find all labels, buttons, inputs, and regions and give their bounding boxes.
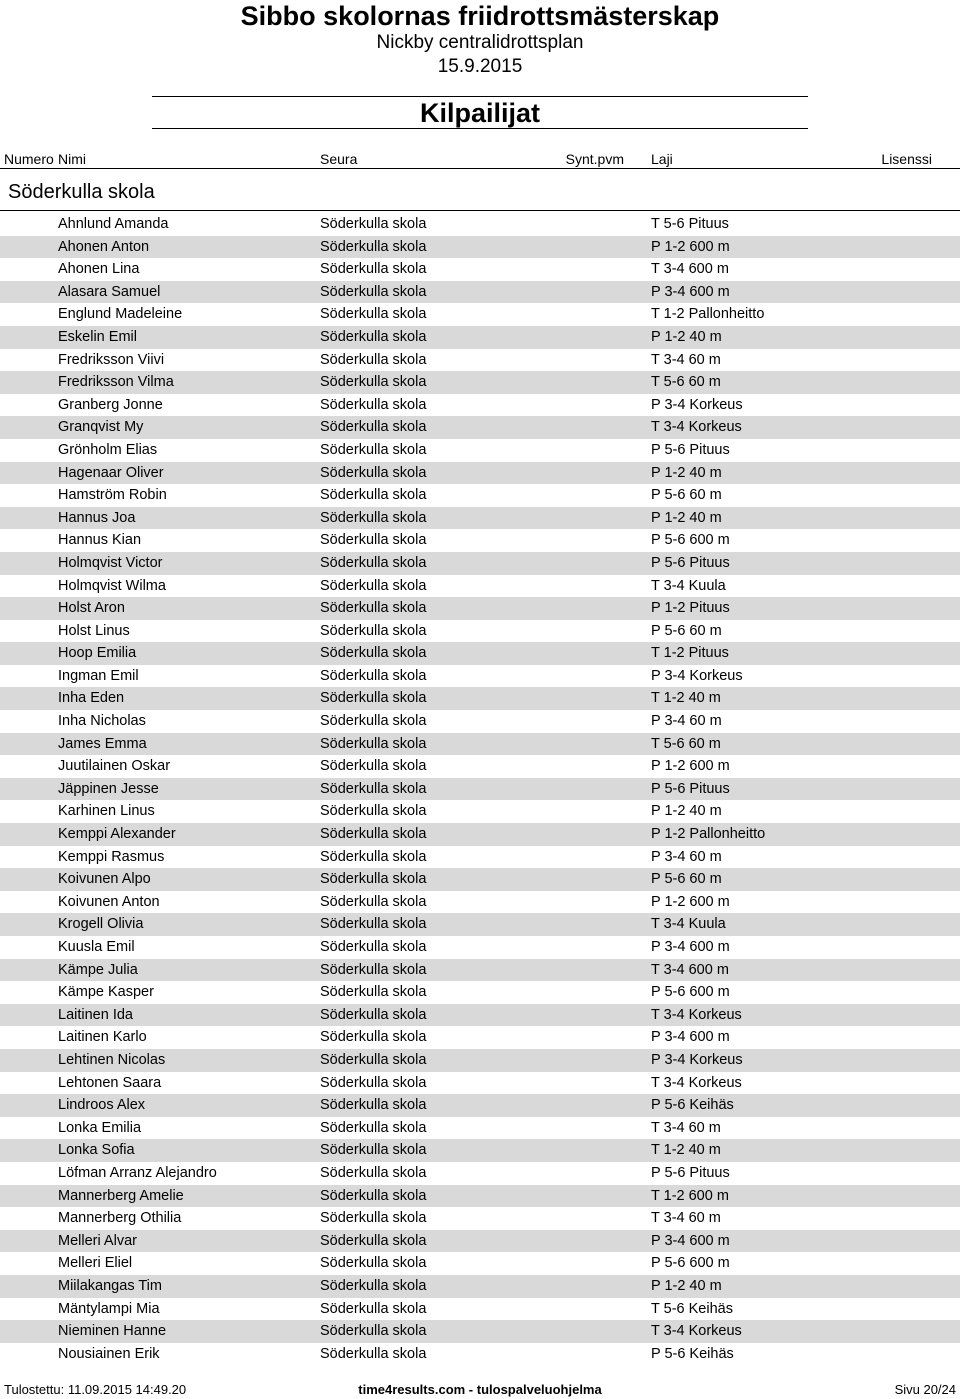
table-row xyxy=(0,868,960,891)
competitor-name: Fredriksson Viivi xyxy=(58,351,165,368)
table-row xyxy=(0,303,960,326)
competitor-event: P 3-4 60 m xyxy=(651,713,722,730)
competitor-name: Nousiainen Erik xyxy=(58,1345,160,1362)
table-row xyxy=(0,1026,960,1049)
competitor-event: P 5-6 600 m xyxy=(651,1255,730,1272)
competitor-name: Mannerberg Amelie xyxy=(58,1187,184,1204)
table-row xyxy=(0,778,960,801)
table-row xyxy=(0,665,960,688)
competitor-name: Hagenaar Oliver xyxy=(58,464,164,481)
competitor-event: P 5-6 60 m xyxy=(651,871,722,888)
table-row xyxy=(0,1162,960,1185)
competitor-name: Holst Linus xyxy=(58,622,130,639)
competitor-name: Kämpe Kasper xyxy=(58,984,154,1001)
competitor-name: Ahnlund Amanda xyxy=(58,216,169,232)
competitor-event: T 5-6 Pituus xyxy=(651,216,729,232)
competitor-name: Hannus Joa xyxy=(58,509,136,526)
competitor-club: Söderkulla skola xyxy=(320,1345,427,1362)
table-row xyxy=(0,394,960,417)
competitor-event: P 3-4 Korkeus xyxy=(651,396,743,413)
competitor-event: T 3-4 Korkeus xyxy=(651,1074,742,1091)
table-row xyxy=(0,326,960,349)
competitor-club: Söderkulla skola xyxy=(320,238,427,255)
table-row xyxy=(0,349,960,372)
competitor-event: P 3-4 600 m xyxy=(651,1029,730,1046)
rule-under-heading xyxy=(152,128,808,129)
table-row xyxy=(0,959,960,982)
rule-under-columns xyxy=(0,168,960,169)
competitor-name: Laitinen Ida xyxy=(58,1006,133,1023)
competitor-club: Söderkulla skola xyxy=(320,554,427,571)
competitor-event: P 5-6 Pituus xyxy=(651,780,730,797)
competitor-club: Söderkulla skola xyxy=(320,306,427,323)
table-row xyxy=(0,1139,960,1162)
table-row xyxy=(0,1230,960,1253)
competitor-event: P 3-4 Korkeus xyxy=(651,667,743,684)
printed-timestamp: Tulostettu: 11.09.2015 14:49.20 xyxy=(4,1382,187,1397)
table-row xyxy=(0,710,960,733)
competitor-name: Koivunen Alpo xyxy=(58,871,151,888)
competitor-name: Nieminen Hanne xyxy=(58,1323,167,1340)
rule-under-group xyxy=(0,210,960,211)
competitor-club: Söderkulla skola xyxy=(320,1323,427,1340)
competitor-club: Söderkulla skola xyxy=(320,509,427,526)
competitor-club: Söderkulla skola xyxy=(320,351,427,368)
competitor-club: Söderkulla skola xyxy=(320,441,427,458)
table-row xyxy=(0,642,960,665)
competitor-club: Söderkulla skola xyxy=(320,464,427,481)
table-row xyxy=(0,507,960,530)
competitor-event: T 3-4 60 m xyxy=(651,1119,721,1136)
page-heading: Kilpailijat xyxy=(419,98,541,128)
column-header-syntpvm: Synt.pvm xyxy=(565,151,624,167)
competitor-event: P 1-2 600 m xyxy=(651,893,730,910)
rule-top xyxy=(152,96,808,97)
table-row xyxy=(0,462,960,485)
competitor-club: Söderkulla skola xyxy=(320,283,427,300)
competitor-name: Lehtinen Nicolas xyxy=(58,1051,166,1068)
competitor-event: T 3-4 Korkeus xyxy=(651,1323,742,1340)
column-header-row xyxy=(0,150,960,168)
competitor-club: Söderkulla skola xyxy=(320,893,427,910)
table-row xyxy=(0,439,960,462)
competitor-event: T 3-4 600 m xyxy=(651,961,729,978)
competitor-event: P 5-6 60 m xyxy=(651,622,722,639)
competitor-club: Söderkulla skola xyxy=(320,1232,427,1249)
competitor-event: P 1-2 Pallonheitto xyxy=(651,826,766,843)
table-row xyxy=(0,1252,960,1275)
table-row xyxy=(0,1298,960,1321)
competitor-club: Söderkulla skola xyxy=(320,1187,427,1204)
competitor-event: T 1-2 600 m xyxy=(651,1187,729,1204)
competitor-event: T 5-6 Keihäs xyxy=(651,1300,733,1317)
competitor-name: Holmqvist Wilma xyxy=(58,577,166,594)
competitor-club: Söderkulla skola xyxy=(320,261,427,278)
table-row xyxy=(0,529,960,552)
column-header-numero: Numero xyxy=(4,151,54,167)
competitor-event: T 1-2 40 m xyxy=(651,1142,721,1159)
group-title: Söderkulla skola xyxy=(8,181,155,203)
competitor-name: Alasara Samuel xyxy=(58,283,161,300)
competitor-club: Söderkulla skola xyxy=(320,419,427,436)
competitor-event: P 5-6 Pituus xyxy=(651,554,730,571)
competitor-event: T 3-4 60 m xyxy=(651,1210,721,1227)
competitor-event: P 5-6 600 m xyxy=(651,532,730,549)
competitor-club: Söderkulla skola xyxy=(320,622,427,639)
venue: Nickby centralidrottsplan xyxy=(376,32,584,53)
competitor-club: Söderkulla skola xyxy=(320,600,427,617)
competitor-event: P 5-6 Pituus xyxy=(651,441,730,458)
competitor-event: P 3-4 600 m xyxy=(651,283,730,300)
competitor-event: P 1-2 40 m xyxy=(651,509,722,526)
competitor-name: Löfman Arranz Alejandro xyxy=(58,1164,217,1181)
competitor-name: Krogell Olivia xyxy=(58,916,144,933)
table-row xyxy=(0,891,960,914)
competitor-name: Grönholm Elias xyxy=(58,441,158,458)
table-row xyxy=(0,552,960,575)
competitor-name: Granqvist My xyxy=(58,419,144,436)
competitor-name: Eskelin Emil xyxy=(58,328,137,345)
competitor-event: T 1-2 40 m xyxy=(651,690,721,707)
table-row xyxy=(0,823,960,846)
competitor-name: Kemppi Rasmus xyxy=(58,848,165,865)
competitor-list xyxy=(0,213,960,1365)
competitor-event: P 1-2 Pituus xyxy=(651,600,730,617)
competitor-club: Söderkulla skola xyxy=(320,1029,427,1046)
competitor-name: Ahonen Lina xyxy=(58,261,140,278)
footer xyxy=(0,1381,960,1399)
competitor-name: Hoop Emilia xyxy=(58,645,137,662)
competitor-name: Ahonen Anton xyxy=(58,238,150,255)
competitor-name: Lehtonen Saara xyxy=(58,1074,162,1091)
competitor-club: Söderkulla skola xyxy=(320,780,427,797)
competitor-club: Söderkulla skola xyxy=(320,1255,427,1272)
competitor-club: Söderkulla skola xyxy=(320,871,427,888)
competitor-name: Fredriksson Vilma xyxy=(58,374,174,391)
table-row xyxy=(0,800,960,823)
competitor-club: Söderkulla skola xyxy=(320,1119,427,1136)
competitor-event: P 1-2 40 m xyxy=(651,803,722,820)
competitor-name: Granberg Jonne xyxy=(58,396,163,413)
competitor-club: Söderkulla skola xyxy=(320,1051,427,1068)
competitor-name: Juutilainen Oskar xyxy=(58,758,171,775)
table-row xyxy=(0,1275,960,1298)
table-row xyxy=(0,846,960,869)
competitor-name: Kemppi Alexander xyxy=(58,826,176,843)
table-row xyxy=(0,1072,960,1095)
competitor-club: Söderkulla skola xyxy=(320,396,427,413)
column-header-seura: Seura xyxy=(320,151,358,167)
competitor-event: P 5-6 Keihäs xyxy=(651,1345,734,1362)
competitor-club: Söderkulla skola xyxy=(320,758,427,775)
table-row xyxy=(0,1343,960,1366)
competitor-event: P 3-4 Korkeus xyxy=(651,1051,743,1068)
competitor-event: P 5-6 600 m xyxy=(651,984,730,1001)
competitor-event: P 1-2 600 m xyxy=(651,238,730,255)
competitor-club: Söderkulla skola xyxy=(320,374,427,391)
table-row xyxy=(0,687,960,710)
column-header-nimi: Nimi xyxy=(58,151,86,167)
competitor-event: T 3-4 600 m xyxy=(651,261,729,278)
competitor-event: T 3-4 Korkeus xyxy=(651,1006,742,1023)
table-row xyxy=(0,1094,960,1117)
competitor-name: Jäppinen Jesse xyxy=(58,780,159,797)
table-row xyxy=(0,258,960,281)
competitor-club: Söderkulla skola xyxy=(320,961,427,978)
competitor-name: Englund Madeleine xyxy=(58,306,183,323)
competitor-name: Miilakangas Tim xyxy=(58,1277,162,1294)
table-row xyxy=(0,1049,960,1072)
competitor-name: Kuusla Emil xyxy=(58,939,135,955)
competitor-club: Söderkulla skola xyxy=(320,848,427,865)
table-row xyxy=(0,416,960,439)
competitor-club: Söderkulla skola xyxy=(320,1097,427,1114)
table-row xyxy=(0,733,960,756)
competitor-event: P 5-6 Pituus xyxy=(651,1164,730,1181)
competitor-club: Söderkulla skola xyxy=(320,826,427,843)
table-row xyxy=(0,484,960,507)
competitor-event: P 3-4 600 m xyxy=(651,939,730,955)
table-row xyxy=(0,1185,960,1208)
competitor-club: Söderkulla skola xyxy=(320,803,427,820)
competitor-event: P 3-4 60 m xyxy=(651,848,722,865)
competitor-name: Karhinen Linus xyxy=(58,803,155,820)
competitor-event: T 5-6 60 m xyxy=(651,374,721,391)
competitor-event: P 5-6 60 m xyxy=(651,487,722,504)
table-row xyxy=(0,575,960,598)
competitor-club: Söderkulla skola xyxy=(320,1074,427,1091)
table-row xyxy=(0,1004,960,1027)
competitor-name: Melleri Eliel xyxy=(58,1255,133,1272)
competitor-club: Söderkulla skola xyxy=(320,939,427,955)
competitor-event: T 3-4 60 m xyxy=(651,351,721,368)
competitor-name: Mannerberg Othilia xyxy=(58,1210,182,1227)
table-row xyxy=(0,1207,960,1230)
competitor-club: Söderkulla skola xyxy=(320,735,427,752)
competitor-name: Inha Eden xyxy=(58,690,125,707)
competitor-event: T 3-4 Korkeus xyxy=(651,419,742,436)
brand-text: time4results.com - tulospalveluohjelma xyxy=(358,1382,602,1397)
competitor-club: Söderkulla skola xyxy=(320,577,427,594)
competitor-name: Holst Aron xyxy=(58,600,125,617)
competitor-event: T 5-6 60 m xyxy=(651,735,721,752)
competitor-club: Söderkulla skola xyxy=(320,487,427,504)
competitor-club: Söderkulla skola xyxy=(320,1210,427,1227)
competitor-club: Söderkulla skola xyxy=(320,713,427,730)
event-title: Sibbo skolornas friidrottsmästerskap xyxy=(240,1,720,31)
table-row xyxy=(0,936,960,959)
table-row xyxy=(0,620,960,643)
competitor-club: Söderkulla skola xyxy=(320,916,427,933)
competitor-name: Kämpe Julia xyxy=(58,961,138,978)
competitor-club: Söderkulla skola xyxy=(320,532,427,549)
table-row xyxy=(0,213,960,236)
table-row xyxy=(0,981,960,1004)
table-row xyxy=(0,913,960,936)
competitor-event: T 1-2 Pallonheitto xyxy=(651,306,765,323)
competitor-name: Hannus Kian xyxy=(58,532,142,549)
competitor-club: Söderkulla skola xyxy=(320,690,427,707)
competitor-club: Söderkulla skola xyxy=(320,1277,427,1294)
competitor-event: P 1-2 40 m xyxy=(651,1277,722,1294)
competitor-club: Söderkulla skola xyxy=(320,1006,427,1023)
competitor-name: James Emma xyxy=(58,735,147,752)
competitor-club: Söderkulla skola xyxy=(320,667,427,684)
competitor-event: P 1-2 40 m xyxy=(651,464,722,481)
competitor-name: Holmqvist Victor xyxy=(58,554,163,571)
competitor-club: Söderkulla skola xyxy=(320,328,427,345)
competitor-name: Koivunen Anton xyxy=(58,893,160,910)
column-header-lisenssi: Lisenssi xyxy=(881,151,932,167)
table-row xyxy=(0,236,960,259)
competitor-event: T 3-4 Kuula xyxy=(651,916,726,933)
competitor-club: Söderkulla skola xyxy=(320,1142,427,1159)
competitor-name: Ingman Emil xyxy=(58,667,139,684)
page-number: Sivu 20/24 xyxy=(894,1382,956,1397)
competitor-event: P 3-4 600 m xyxy=(651,1232,730,1249)
table-row xyxy=(0,371,960,394)
competitor-name: Mäntylampi Mia xyxy=(58,1300,160,1317)
competitor-club: Söderkulla skola xyxy=(320,984,427,1001)
table-row xyxy=(0,281,960,304)
competitor-name: Lindroos Alex xyxy=(58,1097,146,1114)
competitor-name: Inha Nicholas xyxy=(58,713,146,730)
competitor-event: T 3-4 Kuula xyxy=(651,577,726,594)
competitor-club: Söderkulla skola xyxy=(320,1164,427,1181)
table-row xyxy=(0,1117,960,1140)
competitor-club: Söderkulla skola xyxy=(320,645,427,662)
competitor-name: Laitinen Karlo xyxy=(58,1029,147,1046)
table-row xyxy=(0,755,960,778)
competitor-name: Lonka Sofia xyxy=(58,1142,135,1159)
table-row xyxy=(0,1320,960,1343)
table-row xyxy=(0,597,960,620)
competitor-event: P 1-2 600 m xyxy=(651,758,730,775)
competitor-club: Söderkulla skola xyxy=(320,1300,427,1317)
competitor-event: P 5-6 Keihäs xyxy=(651,1097,734,1114)
competitor-name: Lonka Emilia xyxy=(58,1119,142,1136)
competitor-club: Söderkulla skola xyxy=(320,216,427,232)
competitor-event: P 1-2 40 m xyxy=(651,328,722,345)
competitor-name: Hamström Robin xyxy=(58,487,167,504)
column-header-laji: Laji xyxy=(651,151,673,167)
event-date: 15.9.2015 xyxy=(437,56,523,77)
competitor-name: Melleri Alvar xyxy=(58,1232,137,1249)
competitor-event: T 1-2 Pituus xyxy=(651,645,729,662)
